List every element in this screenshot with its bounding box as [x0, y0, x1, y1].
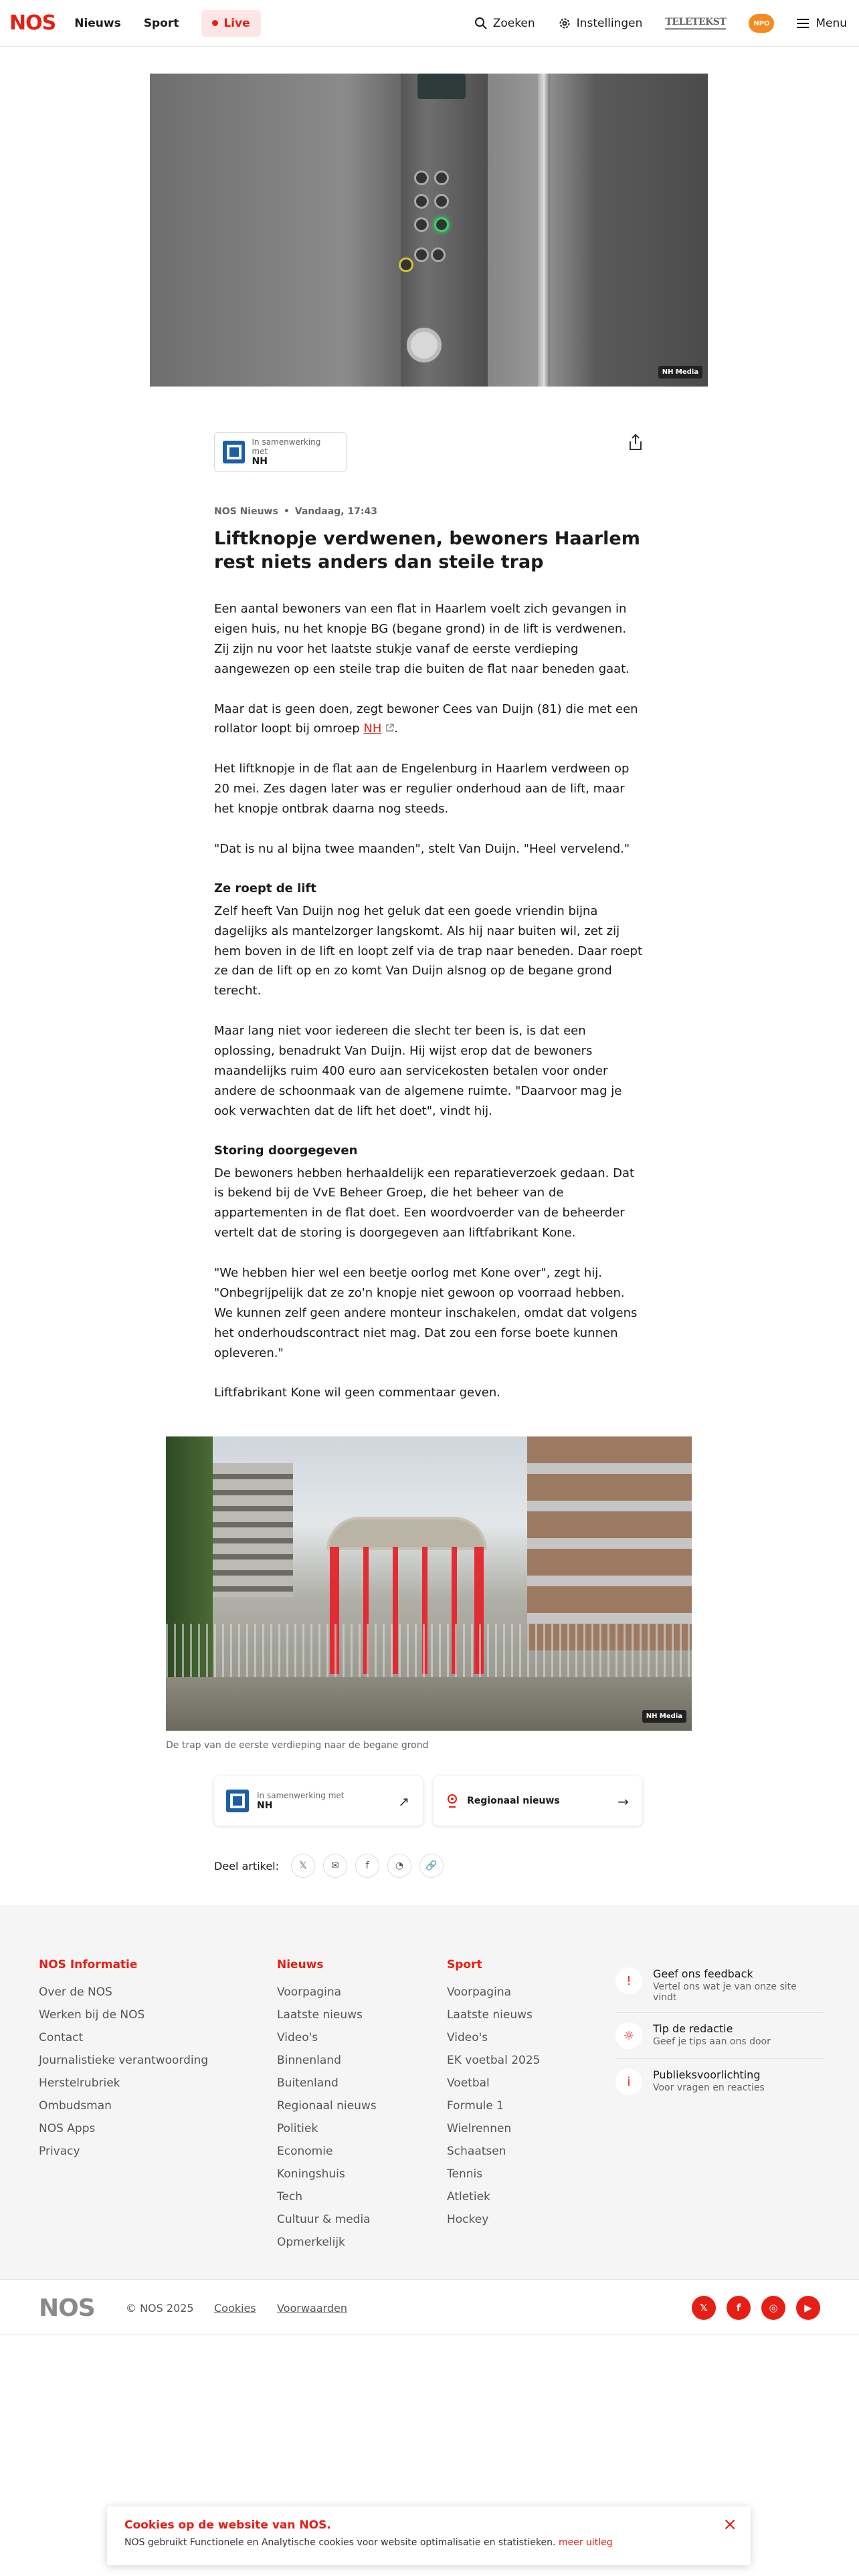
footer-link[interactable]: Tech — [277, 2190, 303, 2204]
footer-heading: Nieuws — [277, 1958, 324, 1971]
whatsapp-share-icon[interactable]: ◔ — [387, 1854, 411, 1878]
footer-link[interactable]: Schaatsen — [447, 2145, 506, 2158]
facebook-social-icon[interactable]: f — [727, 2296, 751, 2320]
article-title: Liftknopje verdwenen, bewoners Haarlem rest niets anders dan steile trap — [214, 528, 640, 573]
hamburger-icon — [797, 18, 810, 29]
elevator-alarm-button — [399, 257, 413, 272]
nav-nieuws[interactable]: Nieuws — [74, 16, 121, 30]
settings-button[interactable] — [558, 17, 643, 30]
collab-label: In samenwerking met — [257, 1790, 345, 1800]
npo-logo[interactable]: NPO — [749, 14, 774, 33]
sub-footer — [0, 2279, 859, 2335]
article-paragraph: "We hebben hier wel een beetje oorlog met Kone over", zegt hij. "Onbegrijpelijk dat ze zo'n knopje niet gewoon op voorraad hebben. We kunnen zelf geen andere monteur inschakelen, omdat dat volgens het onderhoudscontract niet mag. Dat zou een forse boete kunnen opleveren." — [214, 1266, 638, 1360]
article-source: NOS Nieuws — [214, 506, 278, 517]
cookie-title: Cookies op de website van NOS. — [124, 2518, 331, 2532]
footer-link[interactable]: Hockey — [447, 2213, 489, 2226]
meta-separator: • — [283, 506, 290, 517]
elevator-button — [414, 171, 429, 185]
collab-badge[interactable] — [214, 432, 347, 472]
footer-column-info — [39, 1958, 208, 2163]
live-dot-icon — [212, 20, 218, 26]
nh-logo — [226, 1790, 249, 1812]
site-header — [0, 0, 859, 47]
footer-link[interactable]: Tennis — [447, 2167, 483, 2181]
footer-link[interactable]: Wielrennen — [447, 2122, 512, 2135]
article-image — [166, 1436, 692, 1731]
external-arrow-icon: ↗ — [398, 1794, 409, 1810]
elevator-button-lit — [434, 217, 449, 232]
header-actions — [474, 0, 847, 47]
regional-news-card[interactable] — [434, 1776, 642, 1826]
lightbulb-icon: ☼ — [615, 2022, 642, 2049]
article-paragraph: Liftfabrikant Kone wil geen commentaar geven. — [214, 1386, 500, 1400]
elevator-round-button — [407, 328, 442, 362]
article-paragraph: De bewoners hebben herhaaldelijk een reparatieverzoek gedaan. Dat is bekend bij de VvE Beheer Groep, die het beheer van de appartementen in de flat doet. Een woordvoerder van de beheerder vertelt dat de storing is doorgegeven aan liftfabrikant Kone. — [214, 1166, 635, 1241]
nh-partner-card[interactable] — [214, 1776, 423, 1826]
footer-column-news — [277, 1958, 377, 2254]
search-label: Zoeken — [492, 17, 535, 30]
feedback-link[interactable] — [615, 1958, 823, 2013]
article-body — [214, 599, 645, 1423]
terms-link[interactable]: Voorwaarden — [277, 2302, 347, 2315]
balcony-railing — [166, 1624, 692, 1684]
footer-link[interactable]: Atletiek — [447, 2190, 490, 2204]
footer-column-sport — [447, 1958, 540, 2231]
footer-link[interactable]: Ombudsman — [39, 2099, 112, 2113]
hero-image — [150, 74, 708, 387]
gear-icon — [558, 17, 571, 30]
service-title: Publieksvoorlichting — [653, 2068, 761, 2081]
elevator-button — [431, 247, 446, 262]
service-desc: Voor vragen en reacties — [653, 2082, 765, 2093]
cookies-link[interactable]: Cookies — [214, 2302, 256, 2315]
footer-link[interactable]: Voorpagina — [447, 1985, 512, 1999]
collab-partner: NH — [257, 1800, 273, 1812]
footer-logo[interactable]: NOS — [39, 2294, 95, 2322]
article-meta — [214, 506, 377, 517]
nos-logo[interactable]: NOS — [9, 11, 56, 35]
footer-link[interactable]: Contact — [39, 2031, 84, 2044]
elevator-button — [414, 217, 429, 232]
feedback-icon: ! — [615, 1967, 642, 1994]
cookie-banner — [107, 2506, 751, 2565]
photo-credit: NH Media — [642, 1710, 686, 1723]
article-paragraph: Zelf heeft Van Duijn nog het geluk dat een goede vriendin bijna dagelijks als mantelzorger langskomt. Als hij naar buiten wil, zet zij hem boven in de lift en loopt zelf via de trap naar beneden. Daar roept ze dan de lift op en zo komt Van Duijn alsnog op de begane grond terecht. — [214, 903, 643, 998]
footer-link[interactable]: Laatste nieuws — [447, 2008, 533, 2022]
cookie-text — [124, 2537, 733, 2548]
copyright: © NOS 2025 — [126, 2302, 194, 2315]
footer-link[interactable]: Binnenland — [277, 2054, 341, 2067]
elevator-door-edge — [538, 74, 550, 387]
image-building — [213, 1463, 293, 1597]
teletekst-link[interactable]: TELETEKST — [665, 17, 726, 30]
service-title: Tip de redactie — [653, 2022, 733, 2035]
article-subheading: Ze roept de lift — [214, 881, 316, 895]
footer-link[interactable]: Video's — [277, 2031, 318, 2044]
footer-link[interactable]: Video's — [447, 2031, 488, 2044]
email-share-icon[interactable]: ✉ — [323, 1854, 347, 1878]
elevator-button — [434, 171, 449, 185]
site-footer — [0, 1905, 859, 2279]
footer-link[interactable]: Cultuur & media — [277, 2213, 371, 2226]
footer-link[interactable]: NOS Apps — [39, 2122, 96, 2135]
stair-roof — [326, 1517, 487, 1550]
location-pin-icon — [446, 1794, 459, 1808]
x-share-icon[interactable]: 𝕏 — [291, 1854, 315, 1878]
nav-sport[interactable]: Sport — [143, 16, 179, 30]
article-paragraph: Het liftknopje in de flat aan de Engelenburg in Haarlem verdween op 20 mei. Zes dagen later was er regulier onderhoud aan de lift, maar het knopje ontbrak daarna nog steeds. — [214, 762, 630, 816]
article-paragraph: Maar lang niet voor iedereen die slecht ter been is, is dat een oplossing, benadrukt Van Duijn. Hij wijst erop dat de bewoners maandelijks ruim 400 euro aan servicekosten betalen voor onder andere de schoonmaak van de algemene ruimte. "Daarvoor mag je ook verwachten dat de lift het doet", vindt hij. — [214, 1024, 622, 1118]
footer-link[interactable]: Voetbal — [447, 2076, 490, 2090]
paragraph-text: . — [394, 722, 398, 736]
settings-label: Instellingen — [576, 17, 643, 30]
share-label: Deel artikel: — [214, 1859, 280, 1872]
article-subheading: Storing doorgegeven — [214, 1143, 358, 1158]
tip-link[interactable] — [615, 2013, 823, 2059]
x-social-icon[interactable]: 𝕏 — [692, 2296, 716, 2320]
copy-link-icon[interactable]: 🔗 — [419, 1854, 444, 1878]
footer-link[interactable]: Werken bij de NOS — [39, 2008, 145, 2022]
footer-link[interactable]: Opmerkelijk — [277, 2236, 345, 2249]
service-desc: Vertel ons wat je van onze site vindt — [653, 1981, 797, 2003]
image-building — [527, 1436, 692, 1650]
footer-link[interactable]: Politiek — [277, 2122, 318, 2135]
footer-link[interactable]: Koningshuis — [277, 2167, 345, 2181]
footer-services — [615, 1958, 823, 2105]
collab-partner: NH — [252, 456, 268, 467]
footer-link[interactable]: Privacy — [39, 2145, 80, 2158]
menu-label: Menu — [816, 17, 847, 30]
instagram-social-icon[interactable]: ◎ — [761, 2296, 785, 2320]
article-paragraph — [214, 700, 645, 740]
nh-link[interactable]: NH — [363, 722, 382, 736]
elevator-button — [434, 194, 449, 209]
info-icon: i — [615, 2068, 642, 2095]
article-paragraph: "Dat is nu al bijna twee maanden", stelt Van Duijn. "Heel vervelend." — [214, 841, 630, 856]
youtube-social-icon[interactable]: ▶ — [796, 2296, 820, 2320]
footer-link[interactable]: Regionaal nieuws — [277, 2099, 377, 2113]
live-button[interactable] — [201, 10, 260, 37]
service-desc: Geef je tips aan ons door — [653, 2036, 771, 2047]
footer-link[interactable]: Laatste nieuws — [277, 2008, 363, 2022]
share-bar — [214, 1854, 444, 1878]
footer-link[interactable]: EK voetbal 2025 — [447, 2054, 541, 2067]
footer-heading: NOS Informatie — [39, 1958, 138, 1971]
regional-news-label: Regionaal nieuws — [467, 1796, 560, 1806]
service-title: Geef ons feedback — [653, 1967, 753, 1980]
footer-link[interactable]: Economie — [277, 2145, 333, 2158]
photo-credit: NH Media — [658, 366, 702, 379]
footer-link[interactable]: Buitenland — [277, 2076, 339, 2090]
article-paragraph: Een aantal bewoners van een flat in Haarlem voelt zich gevangen in eigen huis, nu het knopje BG (begane grond) in de lift is verdwenen. Zij zijn nu voor het laatste stukje vanaf de eerste verdieping aangewezen op een steile trap die buiten de flat naar beneden gaat. — [214, 602, 630, 676]
menu-button[interactable] — [797, 17, 847, 30]
facebook-share-icon[interactable]: f — [355, 1854, 379, 1878]
walkway — [166, 1677, 692, 1731]
search-icon — [474, 17, 488, 30]
live-label: Live — [223, 16, 250, 30]
elevator-button — [414, 194, 429, 209]
article-time: Vandaag, 17:43 — [294, 506, 377, 517]
arrow-right-icon: → — [617, 1794, 629, 1810]
footer-link[interactable]: Journalistieke verantwoording — [39, 2054, 209, 2067]
elevator-display — [417, 74, 466, 99]
collab-label: In samenwerking met — [252, 437, 321, 456]
info-link[interactable] — [615, 2059, 823, 2105]
paragraph-text: Maar dat is geen doen, zegt bewoner Cees van Duijn (81) die met een rollator loopt bij omroep — [214, 702, 638, 736]
footer-link[interactable]: Herstelrubriek — [39, 2076, 120, 2090]
image-caption: De trap van de eerste verdieping naar de begane grond — [166, 1740, 429, 1751]
nh-logo — [223, 441, 245, 463]
footer-link[interactable]: Over de NOS — [39, 1985, 112, 1999]
external-link-icon — [385, 724, 394, 732]
footer-heading: Sport — [447, 1958, 482, 1971]
footer-link[interactable]: Voorpagina — [277, 1985, 342, 1999]
cookie-body: NOS gebruikt Functionele en Analytische cookies voor website optimalisatie en statistieken. — [124, 2537, 556, 2548]
footer-link[interactable]: Formule 1 — [447, 2099, 504, 2113]
elevator-button — [414, 247, 429, 262]
share-icon[interactable] — [628, 433, 644, 451]
search-button[interactable] — [474, 17, 535, 30]
close-icon[interactable]: × — [723, 2514, 737, 2535]
cookie-more-link[interactable]: meer uitleg — [558, 2537, 613, 2548]
